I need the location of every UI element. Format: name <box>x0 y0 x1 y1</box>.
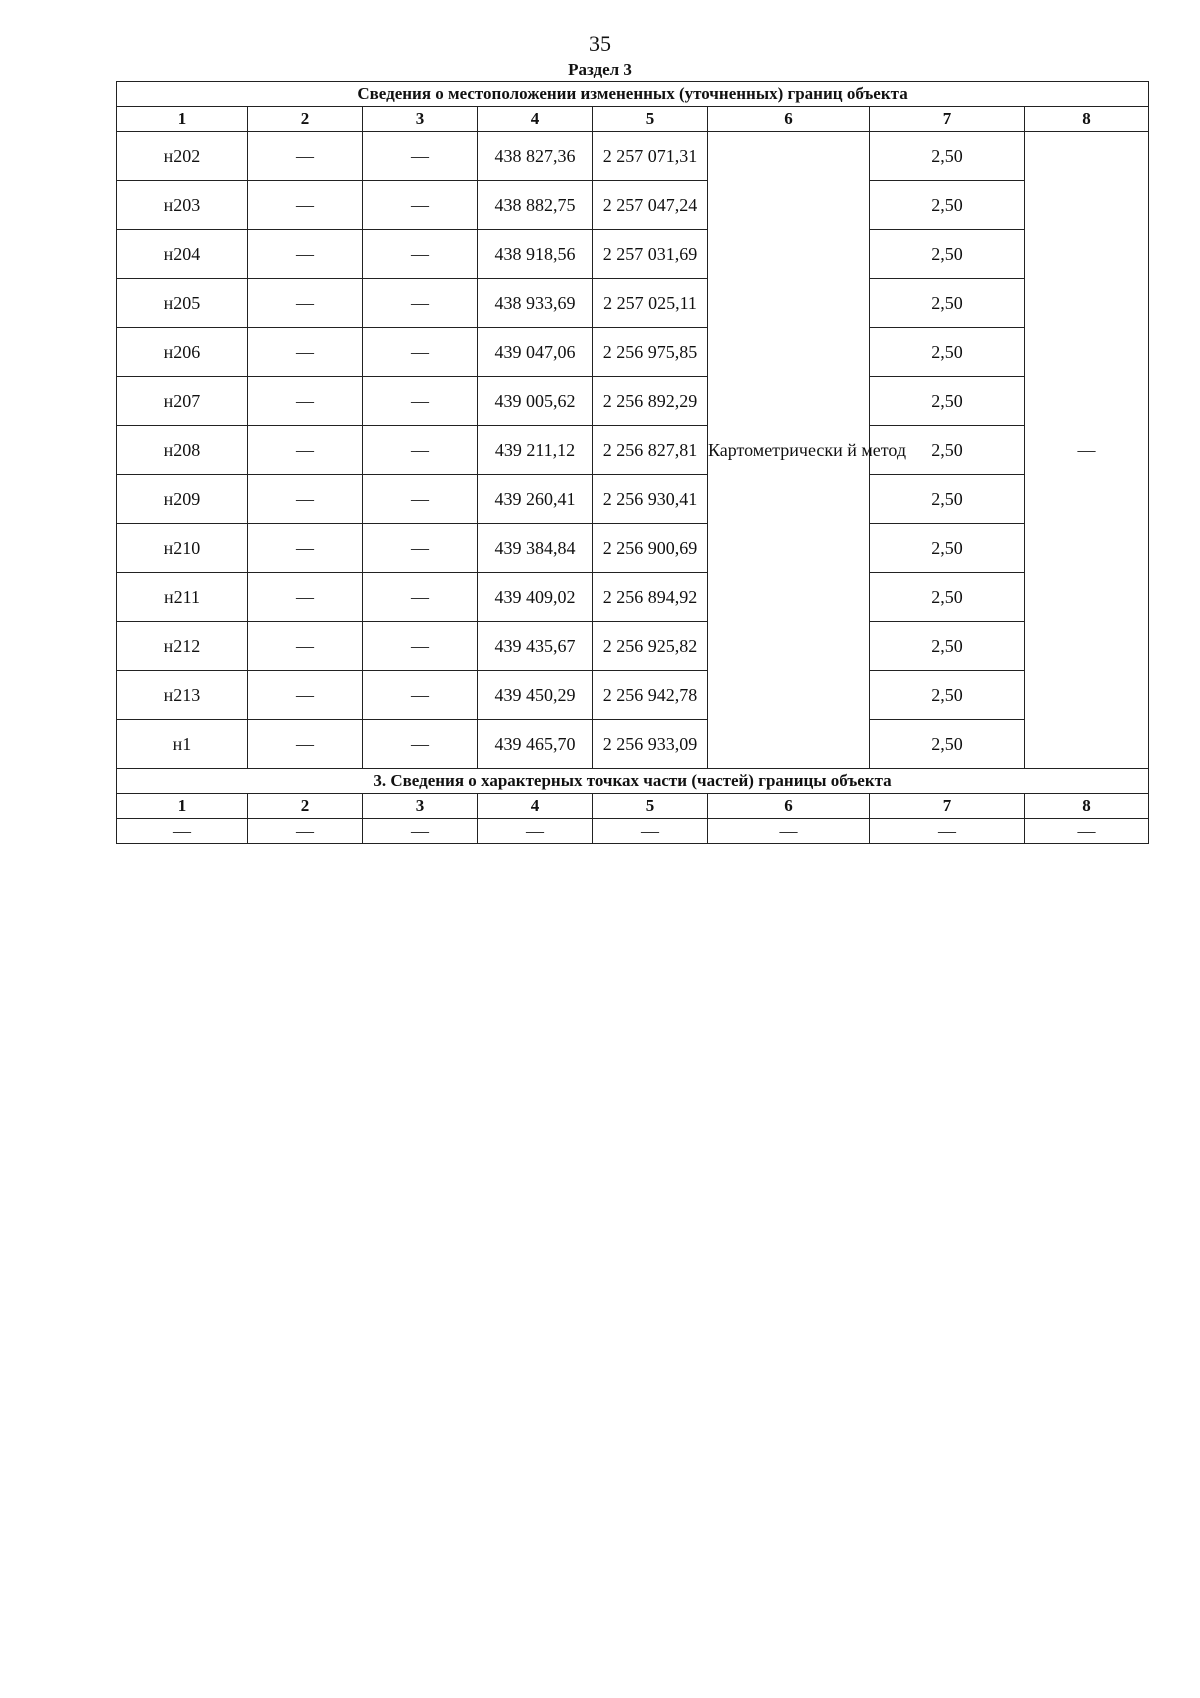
column-3-cell: — <box>363 328 478 377</box>
column-number: 1 <box>117 107 248 132</box>
y-coordinate-cell: 2 256 892,29 <box>593 377 708 426</box>
table-row <box>117 181 1149 230</box>
table-row <box>117 279 1149 328</box>
column-3-cell: — <box>363 279 478 328</box>
column-8-cell: — <box>1025 132 1149 769</box>
y-coordinate-cell: 2 257 031,69 <box>593 230 708 279</box>
y-coordinate-cell: 2 256 930,41 <box>593 475 708 524</box>
column-2-cell: — <box>248 720 363 769</box>
column-3-cell: — <box>363 671 478 720</box>
table-row <box>117 671 1149 720</box>
point-name-cell: н205 <box>117 279 248 328</box>
table-row <box>117 573 1149 622</box>
column-3-cell: — <box>363 573 478 622</box>
column-number: 5 <box>593 107 708 132</box>
y-coordinate-cell: 2 257 025,11 <box>593 279 708 328</box>
column-2-cell: — <box>248 279 363 328</box>
accuracy-cell: 2,50 <box>870 671 1025 720</box>
point-name-cell: н204 <box>117 230 248 279</box>
column-number: 2 <box>248 794 363 819</box>
point-name-cell: н207 <box>117 377 248 426</box>
x-coordinate-cell: 438 882,75 <box>478 181 593 230</box>
x-coordinate-cell: 439 384,84 <box>478 524 593 573</box>
subsection-column-number-row <box>117 794 1149 819</box>
page-number: 35 <box>589 31 611 56</box>
column-3-cell: — <box>363 720 478 769</box>
point-name-cell: н202 <box>117 132 248 181</box>
method-cell: Картометрически й метод <box>708 132 870 769</box>
accuracy-cell: 2,50 <box>870 475 1025 524</box>
x-coordinate-cell: 439 450,29 <box>478 671 593 720</box>
column-number: 3 <box>363 107 478 132</box>
point-name-cell: н203 <box>117 181 248 230</box>
empty-cell: — <box>363 819 478 844</box>
column-2-cell: — <box>248 475 363 524</box>
y-coordinate-cell: 2 256 942,78 <box>593 671 708 720</box>
column-2-cell: — <box>248 377 363 426</box>
y-coordinate-cell: 2 256 900,69 <box>593 524 708 573</box>
table-row <box>117 377 1149 426</box>
point-name-cell: н209 <box>117 475 248 524</box>
column-number: 7 <box>870 794 1025 819</box>
y-coordinate-cell: 2 256 894,92 <box>593 573 708 622</box>
y-coordinate-cell: 2 256 925,82 <box>593 622 708 671</box>
column-3-cell: — <box>363 132 478 181</box>
point-name-cell: н213 <box>117 671 248 720</box>
table-row <box>117 426 1149 475</box>
column-2-cell: — <box>248 524 363 573</box>
table-row <box>117 524 1149 573</box>
x-coordinate-cell: 439 260,41 <box>478 475 593 524</box>
y-coordinate-cell: 2 257 071,31 <box>593 132 708 181</box>
section-title: Раздел 3 <box>568 60 632 79</box>
x-coordinate-cell: 439 005,62 <box>478 377 593 426</box>
subsection-caption-row <box>117 769 1149 794</box>
column-number: 8 <box>1025 794 1149 819</box>
table-body <box>117 82 1149 844</box>
accuracy-cell: 2,50 <box>870 328 1025 377</box>
accuracy-cell: 2,50 <box>870 720 1025 769</box>
column-3-cell: — <box>363 181 478 230</box>
column-number: 4 <box>478 794 593 819</box>
accuracy-cell: 2,50 <box>870 377 1025 426</box>
column-number: 1 <box>117 794 248 819</box>
column-number-row <box>117 107 1149 132</box>
table-row <box>117 132 1149 181</box>
accuracy-cell: 2,50 <box>870 230 1025 279</box>
column-3-cell: — <box>363 622 478 671</box>
table-row <box>117 720 1149 769</box>
y-coordinate-cell: 2 256 827,81 <box>593 426 708 475</box>
column-2-cell: — <box>248 328 363 377</box>
y-coordinate-cell: 2 256 975,85 <box>593 328 708 377</box>
column-3-cell: — <box>363 426 478 475</box>
subsection-empty-row <box>117 819 1149 844</box>
empty-cell: — <box>1025 819 1149 844</box>
point-name-cell: н206 <box>117 328 248 377</box>
column-2-cell: — <box>248 573 363 622</box>
column-2-cell: — <box>248 426 363 475</box>
empty-cell: — <box>478 819 593 844</box>
empty-cell: — <box>870 819 1025 844</box>
column-number: 4 <box>478 107 593 132</box>
table-caption: Сведения о местоположении измененных (уточненных) границ объекта <box>117 82 1149 107</box>
accuracy-cell: 2,50 <box>870 181 1025 230</box>
column-2-cell: — <box>248 181 363 230</box>
column-number: 3 <box>363 794 478 819</box>
accuracy-cell: 2,50 <box>870 426 1025 475</box>
column-number: 6 <box>708 794 870 819</box>
column-3-cell: — <box>363 377 478 426</box>
x-coordinate-cell: 438 918,56 <box>478 230 593 279</box>
column-2-cell: — <box>248 671 363 720</box>
table-row <box>117 230 1149 279</box>
subsection-caption: 3. Сведения о характерных точках части (частей) границы объекта <box>117 769 1149 794</box>
table-row <box>117 328 1149 377</box>
x-coordinate-cell: 439 435,67 <box>478 622 593 671</box>
accuracy-cell: 2,50 <box>870 622 1025 671</box>
x-coordinate-cell: 439 409,02 <box>478 573 593 622</box>
column-2-cell: — <box>248 132 363 181</box>
x-coordinate-cell: 439 211,12 <box>478 426 593 475</box>
x-coordinate-cell: 439 465,70 <box>478 720 593 769</box>
empty-cell: — <box>708 819 870 844</box>
table-row <box>117 475 1149 524</box>
column-3-cell: — <box>363 475 478 524</box>
table-row <box>117 622 1149 671</box>
accuracy-cell: 2,50 <box>870 573 1025 622</box>
column-number: 5 <box>593 794 708 819</box>
x-coordinate-cell: 439 047,06 <box>478 328 593 377</box>
empty-cell: — <box>248 819 363 844</box>
accuracy-cell: 2,50 <box>870 132 1025 181</box>
column-number: 2 <box>248 107 363 132</box>
table-caption-row <box>117 82 1149 107</box>
point-name-cell: н212 <box>117 622 248 671</box>
x-coordinate-cell: 438 933,69 <box>478 279 593 328</box>
column-2-cell: — <box>248 622 363 671</box>
y-coordinate-cell: 2 257 047,24 <box>593 181 708 230</box>
column-number: 7 <box>870 107 1025 132</box>
accuracy-cell: 2,50 <box>870 524 1025 573</box>
point-name-cell: н1 <box>117 720 248 769</box>
empty-cell: — <box>593 819 708 844</box>
point-name-cell: н210 <box>117 524 248 573</box>
empty-cell: — <box>117 819 248 844</box>
y-coordinate-cell: 2 256 933,09 <box>593 720 708 769</box>
x-coordinate-cell: 438 827,36 <box>478 132 593 181</box>
boundary-table <box>116 81 1149 844</box>
column-number: 6 <box>708 107 870 132</box>
column-2-cell: — <box>248 230 363 279</box>
point-name-cell: н211 <box>117 573 248 622</box>
column-3-cell: — <box>363 230 478 279</box>
accuracy-cell: 2,50 <box>870 279 1025 328</box>
point-name-cell: н208 <box>117 426 248 475</box>
column-number: 8 <box>1025 107 1149 132</box>
column-3-cell: — <box>363 524 478 573</box>
